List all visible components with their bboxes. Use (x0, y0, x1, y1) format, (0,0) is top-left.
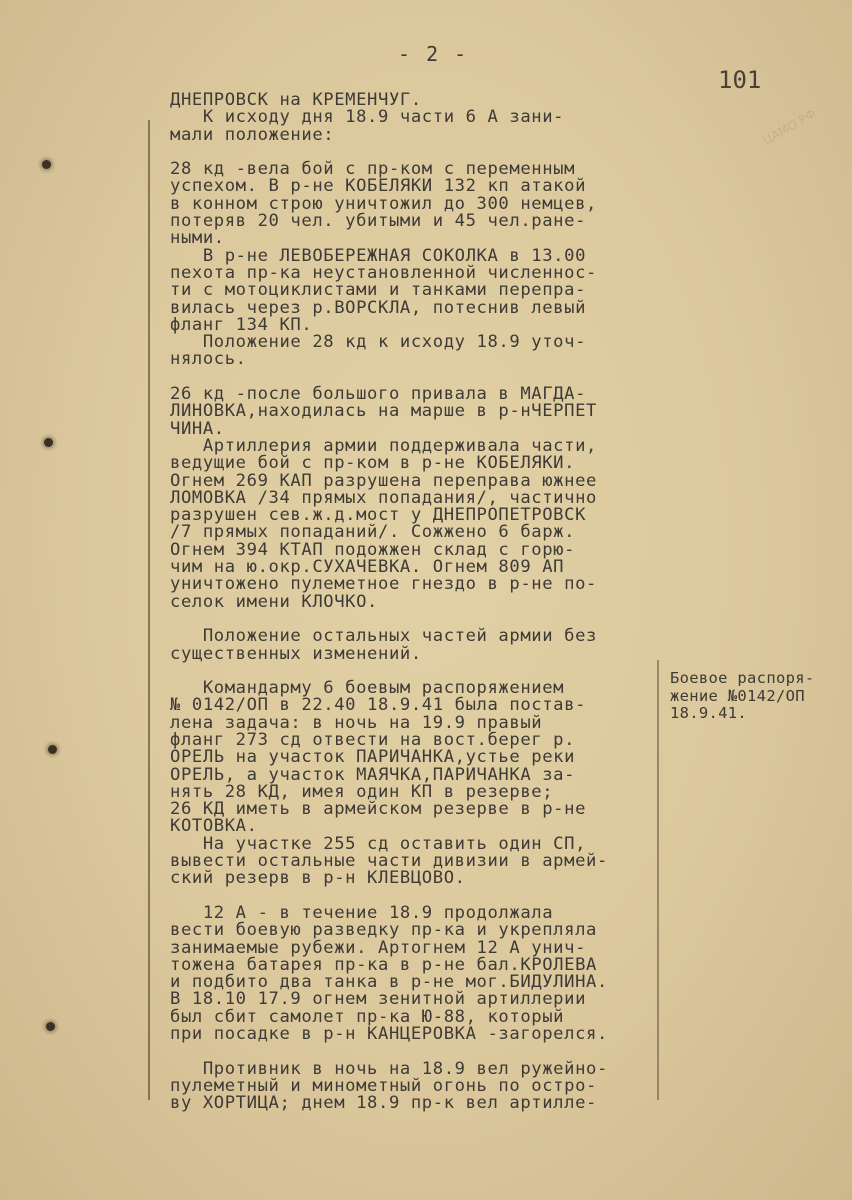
text-line: ДНЕПРОВСК на КРЕМЕНЧУГ. (170, 90, 422, 110)
text-line: при посадке в р-н КАНЦЕРОВКА -загорелся. (170, 1024, 608, 1045)
archive-page-number: 101 (718, 66, 762, 94)
text-line: 26 кд -после большого привала в МАГДА- (170, 384, 587, 405)
typed-body-text (170, 92, 660, 1113)
text-line: разрушен сев.ж.д.мост у ДНЕПРОПЕТРОВСК (170, 505, 587, 526)
watermark: ЦАМО РФ (760, 106, 819, 148)
side-note (670, 670, 850, 723)
text-line: ЛОМОВКА /34 прямых попадания/, частично (170, 487, 597, 508)
text-line: В р-не ЛЕВОБЕРЕЖНАЯ СОКОЛКА в 13.00 (170, 245, 587, 266)
side-note-line: Боевое распоря- (670, 669, 815, 687)
text-line: Положение 28 кд к исходу 18.9 уточ- (170, 332, 587, 353)
text-line: ЧИНА. (170, 418, 225, 439)
text-line: 12 А - в течение 18.9 продолжала (170, 902, 554, 923)
text-line: вывести остальные части дивизии в армей- (170, 851, 608, 872)
text-line: КОТОВКА. (170, 816, 258, 837)
text-line: ными. (170, 228, 225, 249)
text-line: фланг 134 КП. (170, 314, 313, 335)
text-line: пехота пр-ка неустановленной численнос- (170, 262, 597, 283)
text-line: 26 КД иметь в армейском резерве в р-не (170, 799, 587, 820)
text-line: тожена батарея пр-ка в р-не бал.КРОЛЕВА (170, 954, 597, 975)
text-line: Артиллерия армии поддерживала части, (170, 435, 597, 456)
text-line: в конном строю уничтожил до 300 немцев, (170, 193, 597, 214)
text-line: К исходу дня 18.9 части 6 А зани- (170, 107, 565, 128)
text-line: пулеметный и минометный огонь по остро- (170, 1075, 597, 1096)
left-margin-line (148, 120, 150, 1100)
text-line: Противник в ночь на 18.9 вел ружейно- (170, 1058, 608, 1079)
text-line: ведущие бой с пр-ком в р-не КОБЕЛЯКИ. (170, 453, 576, 474)
text-line: потеряв 20 чел. убитыми и 45 чел.ране- (170, 211, 587, 232)
text-line: 28 кд -вела бой с пр-ком с переменным (170, 159, 576, 180)
text-line: ский резерв в р-н КЛЕВЦОВО. (170, 868, 466, 889)
text-line: был сбит самолет пр-ка Ю-88, который (170, 1006, 565, 1027)
side-note-line: 18.9.41. (670, 704, 748, 722)
text-line: существенных изменений. (170, 643, 422, 664)
text-line: В 18.10 17.9 огнем зенитной артиллерии (170, 989, 587, 1010)
binding-hole (42, 160, 51, 169)
text-line: Командарму 6 боевым распоряжением (170, 678, 565, 699)
text-line: /7 прямых попаданий/. Сожжено 6 барж. (170, 522, 576, 543)
text-line: мали положение: (170, 124, 335, 145)
text-line: Положение остальных частей армии без (170, 626, 597, 647)
text-line: ОРЕЛЬ на участок ПАРИЧАНКА,устье реки (170, 747, 576, 768)
text-line: ЛИНОВКА,находилась на марше в р-нЧЕРПЕТ (170, 401, 597, 422)
page-number: - 2 - (398, 42, 469, 66)
text-line: На участке 255 сд оставить один СП, (170, 833, 587, 854)
text-line: Огнем 394 КТАП подожжен склад с горю- (170, 539, 576, 560)
text-line: чим на ю.окр.СУХАЧЕВКА. Огнем 809 АП (170, 557, 565, 578)
text-line: вилась через р.ВОРСКЛА, потеснив левый (170, 297, 587, 318)
text-line: нялось. (170, 349, 247, 370)
text-line: ти с мотоциклистами и танками перепра- (170, 280, 587, 301)
text-line: № 0142/ОП в 22.40 18.9.41 была постав- (170, 695, 587, 716)
text-line: успехом. В р-не КОБЕЛЯКИ 132 кп атакой (170, 176, 587, 197)
binding-hole (44, 438, 53, 447)
binding-hole (48, 745, 57, 754)
text-line: вести боевую разведку пр-ка и укрепляла (170, 920, 597, 941)
text-line: занимаемые рубежи. Артогнем 12 А унич- (170, 937, 587, 958)
text-line: фланг 273 сд отвести на вост.берег р. (170, 729, 576, 750)
text-line: Огнем 269 КАП разрушена переправа южнее (170, 470, 597, 491)
text-line: селок имени КЛОЧКО. (170, 591, 379, 612)
binding-hole (46, 1022, 55, 1031)
side-note-line: жение №0142/ОП (670, 686, 805, 705)
text-line: лена задача: в ночь на 19.9 правый (170, 712, 543, 733)
text-line: ву ХОРТИЦА; днем 18.9 пр-к вел артилле- (170, 1093, 597, 1114)
text-line: уничтожено пулеметное гнездо в р-не по- (170, 574, 597, 595)
text-line: нять 28 КД, имея один КП в резерве; (170, 781, 554, 802)
text-line: и подбито два танка в р-не мог.БИДУЛИНА. (170, 972, 608, 993)
text-line: ОРЕЛЬ, а участок МАЯЧКА,ПАРИЧАНКА за- (170, 764, 576, 785)
